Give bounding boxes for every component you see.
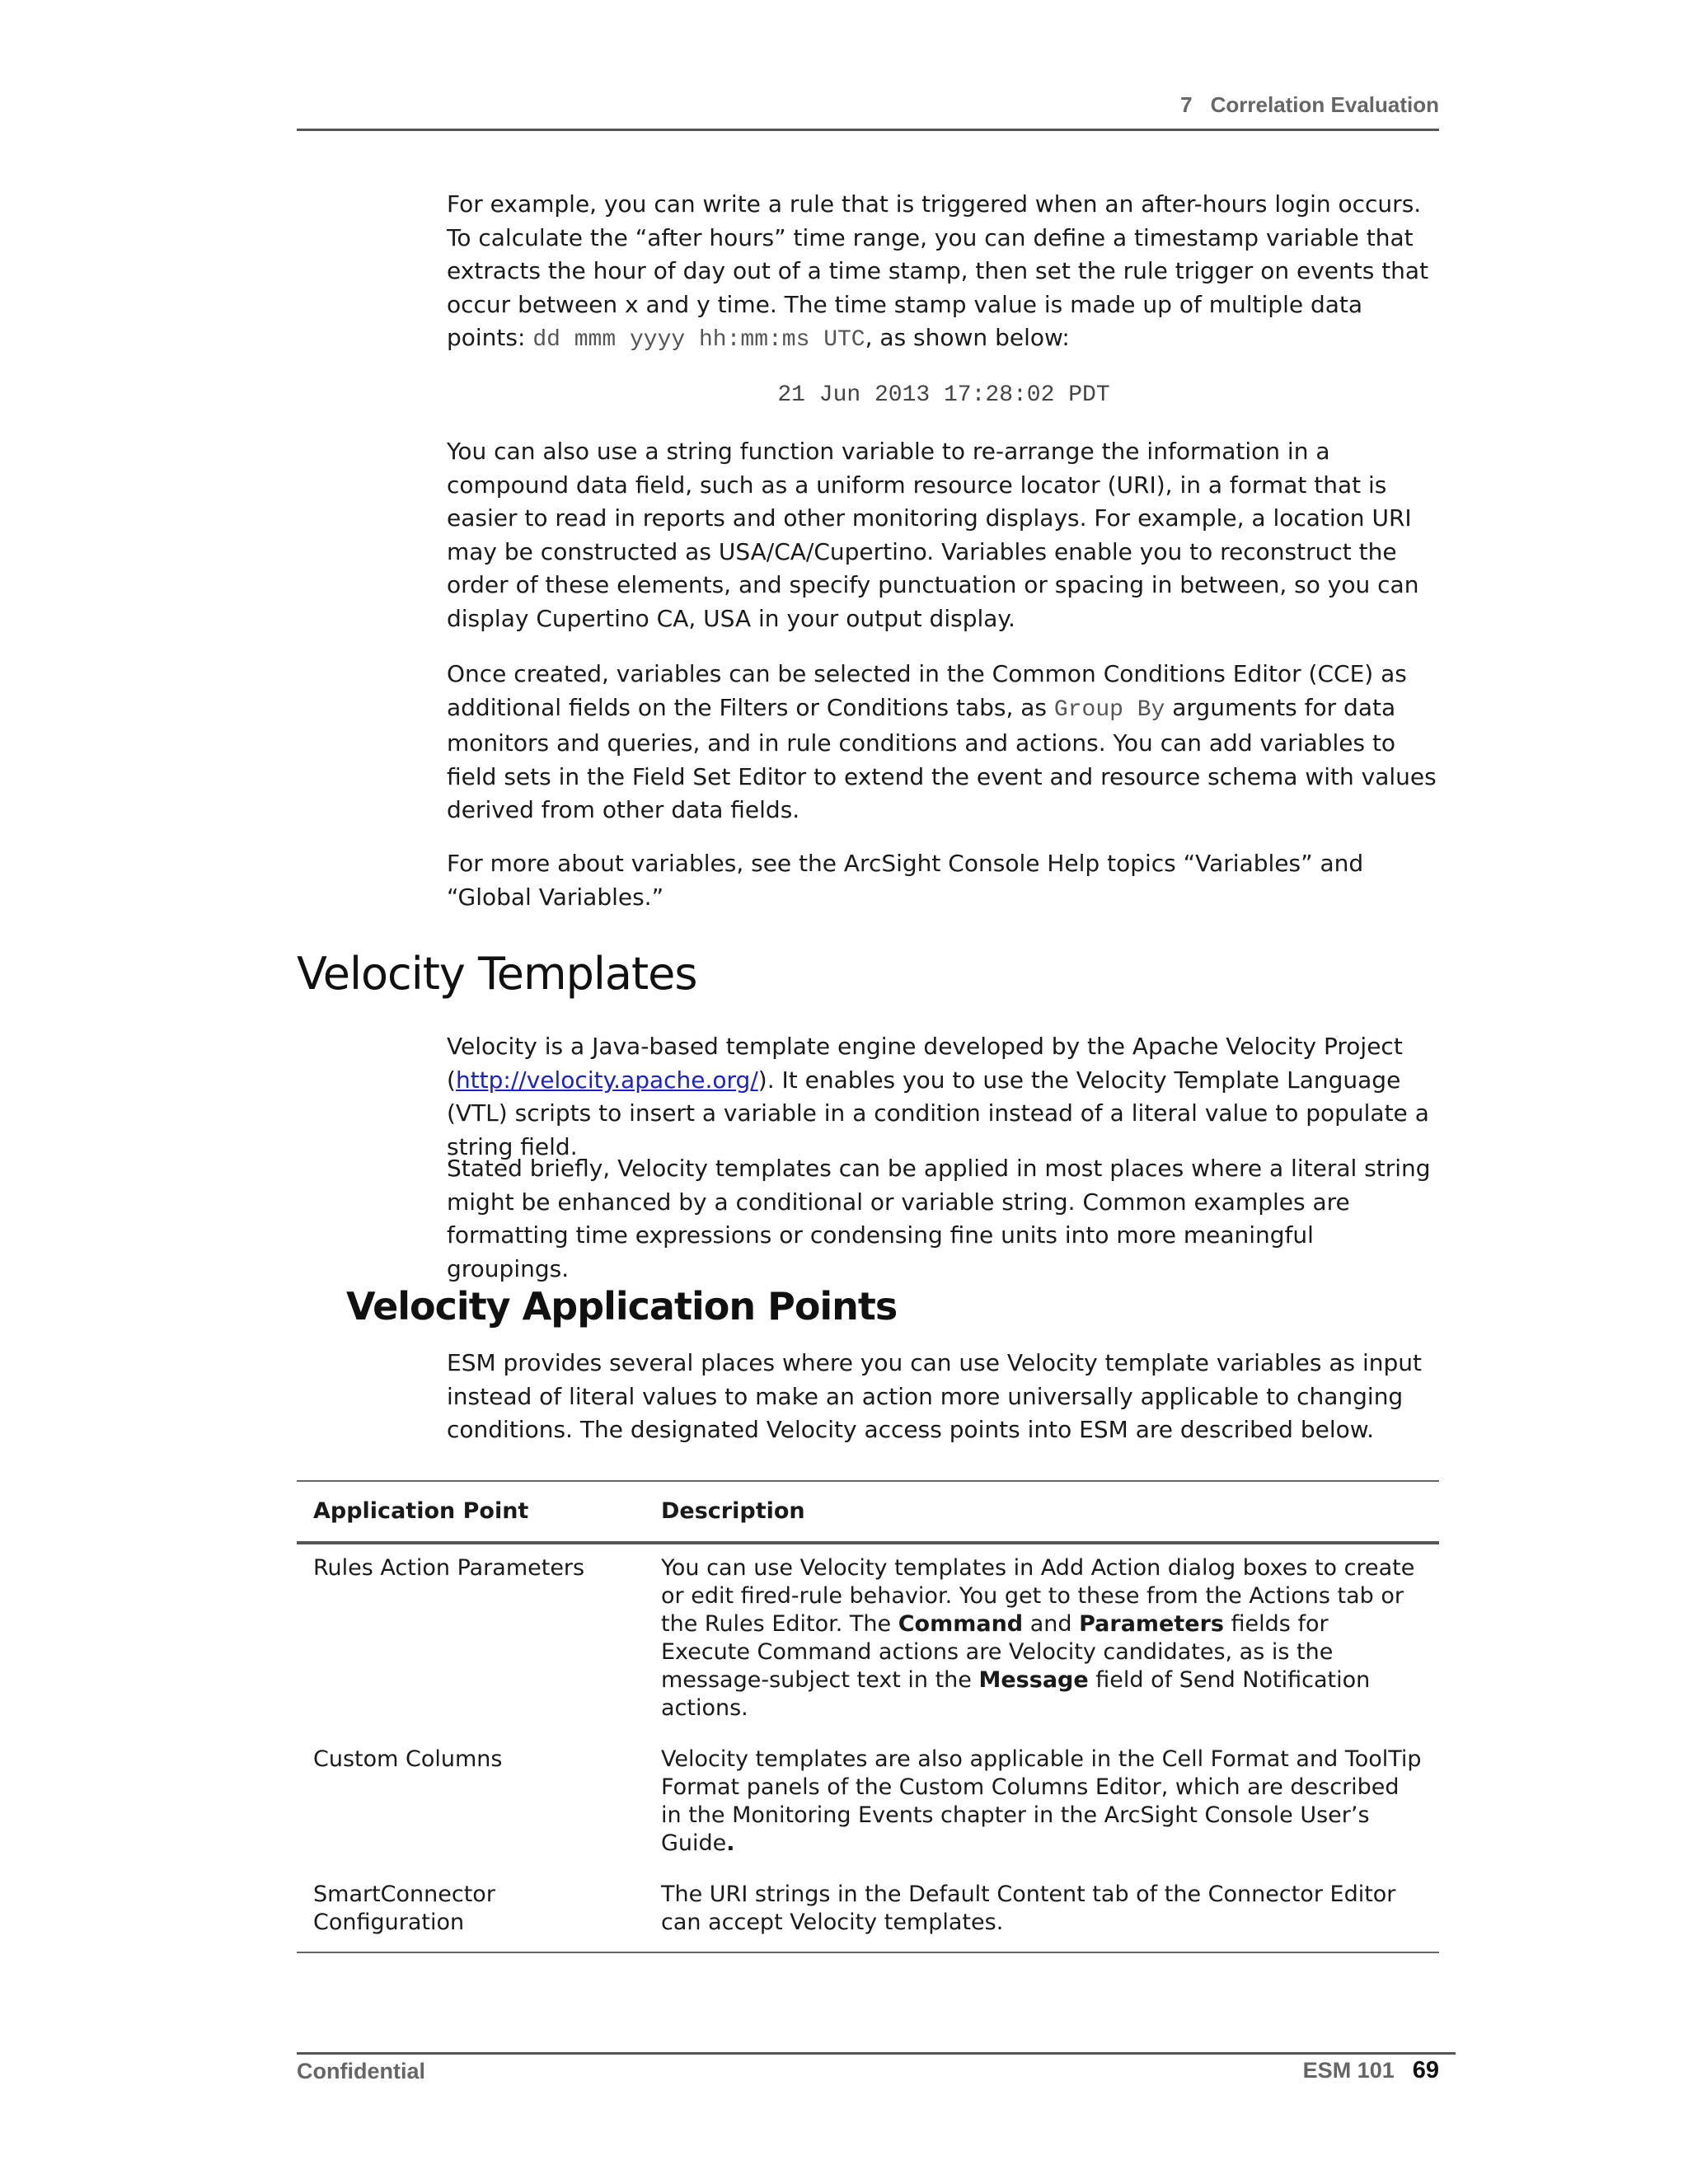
paragraph-text: arguments for data monitors and queries, and in rule conditions and actions. You can add variables to field sets in the Field Set Editor to extend the event and resource schema with values derived from other data fields. [447,693,1437,823]
application-point-cell: SmartConnector Configuration [297,1871,645,1952]
application-points-table [297,1480,1439,1953]
description-text: Velocity templates are also applicable in the Cell Format and ToolTip Format panels of the Custom Columns Editor, which are described in the Monitoring Events chapter in the ArcSight Console User’s Guide [661,1746,1422,1856]
description-text: You can use Velocity templates in Add Action dialog boxes to create or edit fired-rule behavior. You get to these from the Actions tab or the Rules Editor. The [661,1555,1415,1637]
description-bold: Command [898,1611,1024,1637]
group-by-code: Group By [1053,696,1165,723]
column-header-description: Description [645,1481,1439,1543]
chapter-number: 7 [1180,92,1193,117]
paragraph-text: ). It enables you to use the Velocity Template Language (VTL) scripts to insert a variable in a condition instead of a literal value to populate a string field. [447,1066,1429,1160]
paragraph-text: , as shown below: [865,324,1070,351]
section-heading-velocity-templates: Velocity Templates [297,948,697,1000]
description-bold: . [726,1830,735,1856]
application-point-cell: Custom Columns [313,1746,503,1772]
description-cell [645,1543,1439,1736]
paragraph-string-function: You can also use a string function variable to re-arrange the information in a compound data field, such as a uniform resource locator (URI), in a format that is easier to read in reports and other monitoring displays. For example, a location URI may be constructed as USA/CA/Cupertino. Variables enable you to reconstruct the order of these elements, and specify punctuation or spacing in between, so you can display Cupertino CA, USA in your output display. [447,438,1419,632]
page-number: 69 [1412,2057,1439,2083]
description-cell: The URI strings in the Default Content tab of the Connector Editor can accept Velocity templates. [645,1871,1439,1952]
paragraph-more-about-variables: For more about variables, see the ArcSight Console Help topics “Variables” and “Global Variables.” [447,850,1364,911]
velocity-project-link[interactable]: http://velocity.apache.org/ [455,1066,758,1094]
subsection-heading-application-points: Velocity Application Points [346,1284,898,1329]
paragraph-text: Velocity is a Java-based template engine developed by the Apache Velocity Project ( [447,1033,1403,1094]
column-header-application-point: Application Point [297,1481,645,1543]
application-point-cell: Rules Action Parameters [313,1555,585,1581]
running-header [297,92,1439,118]
description-text: and [1023,1611,1080,1637]
timestamp-format-code: dd mmm yyyy hh:mm:ms UTC [532,327,865,353]
chapter-title: Correlation Evaluation [1210,92,1439,117]
table-row [297,1543,1439,1736]
header-divider [297,129,1439,131]
description-text: field of Send Notification actions. [661,1667,1371,1721]
footer-divider [297,2052,1456,2055]
paragraph-after-hours-example [447,188,1441,358]
paragraph-text: For example, you can write a rule that is triggered when an after-hours login occurs. To calculate the “after hours” time range, you can define a timestamp variable that extracts the hour of day out of a time stamp, then set the rule trigger on events that occur between x and y time. The time stamp value is made up of multiple data points: [447,190,1429,351]
paragraph-application-points-intro: ESM provides several places where you can use Velocity template variables as input instead of literal values to make an action more universally applicable to changing conditions. The designated Velocity access points into ESM are described below. [447,1349,1422,1443]
description-cell [645,1736,1439,1871]
description-bold: Parameters [1079,1611,1224,1637]
description-text: fields for Execute Command actions are Velocity candidates, as is the message-subject text in the [661,1611,1334,1693]
paragraph-velocity-stated-briefly: Stated briefly, Velocity templates can be applied in most places where a literal string might be enhanced by a conditional or variable string. Common examples are formatting time expressions or condensing fine units into more meaningful groupings. [447,1155,1431,1282]
description-bold: Message [978,1667,1089,1693]
paragraph-velocity-intro [447,1030,1441,1164]
footer-doc-title: ESM 101 [1302,2058,1395,2083]
table-row [297,1871,1439,1952]
footer-page-info [1154,2057,1439,2084]
footer-confidential: Confidential [297,2059,425,2083]
table-header-row [297,1481,1439,1543]
table-row [297,1736,1439,1871]
paragraph-variables-cce [447,658,1441,827]
timestamp-example-code: 21 Jun 2013 17:28:02 PDT [777,382,1110,408]
paragraph-text: Once created, variables can be selected in the Common Conditions Editor (CCE) as additional fields on the Filters or Conditions tabs, as [447,660,1407,721]
